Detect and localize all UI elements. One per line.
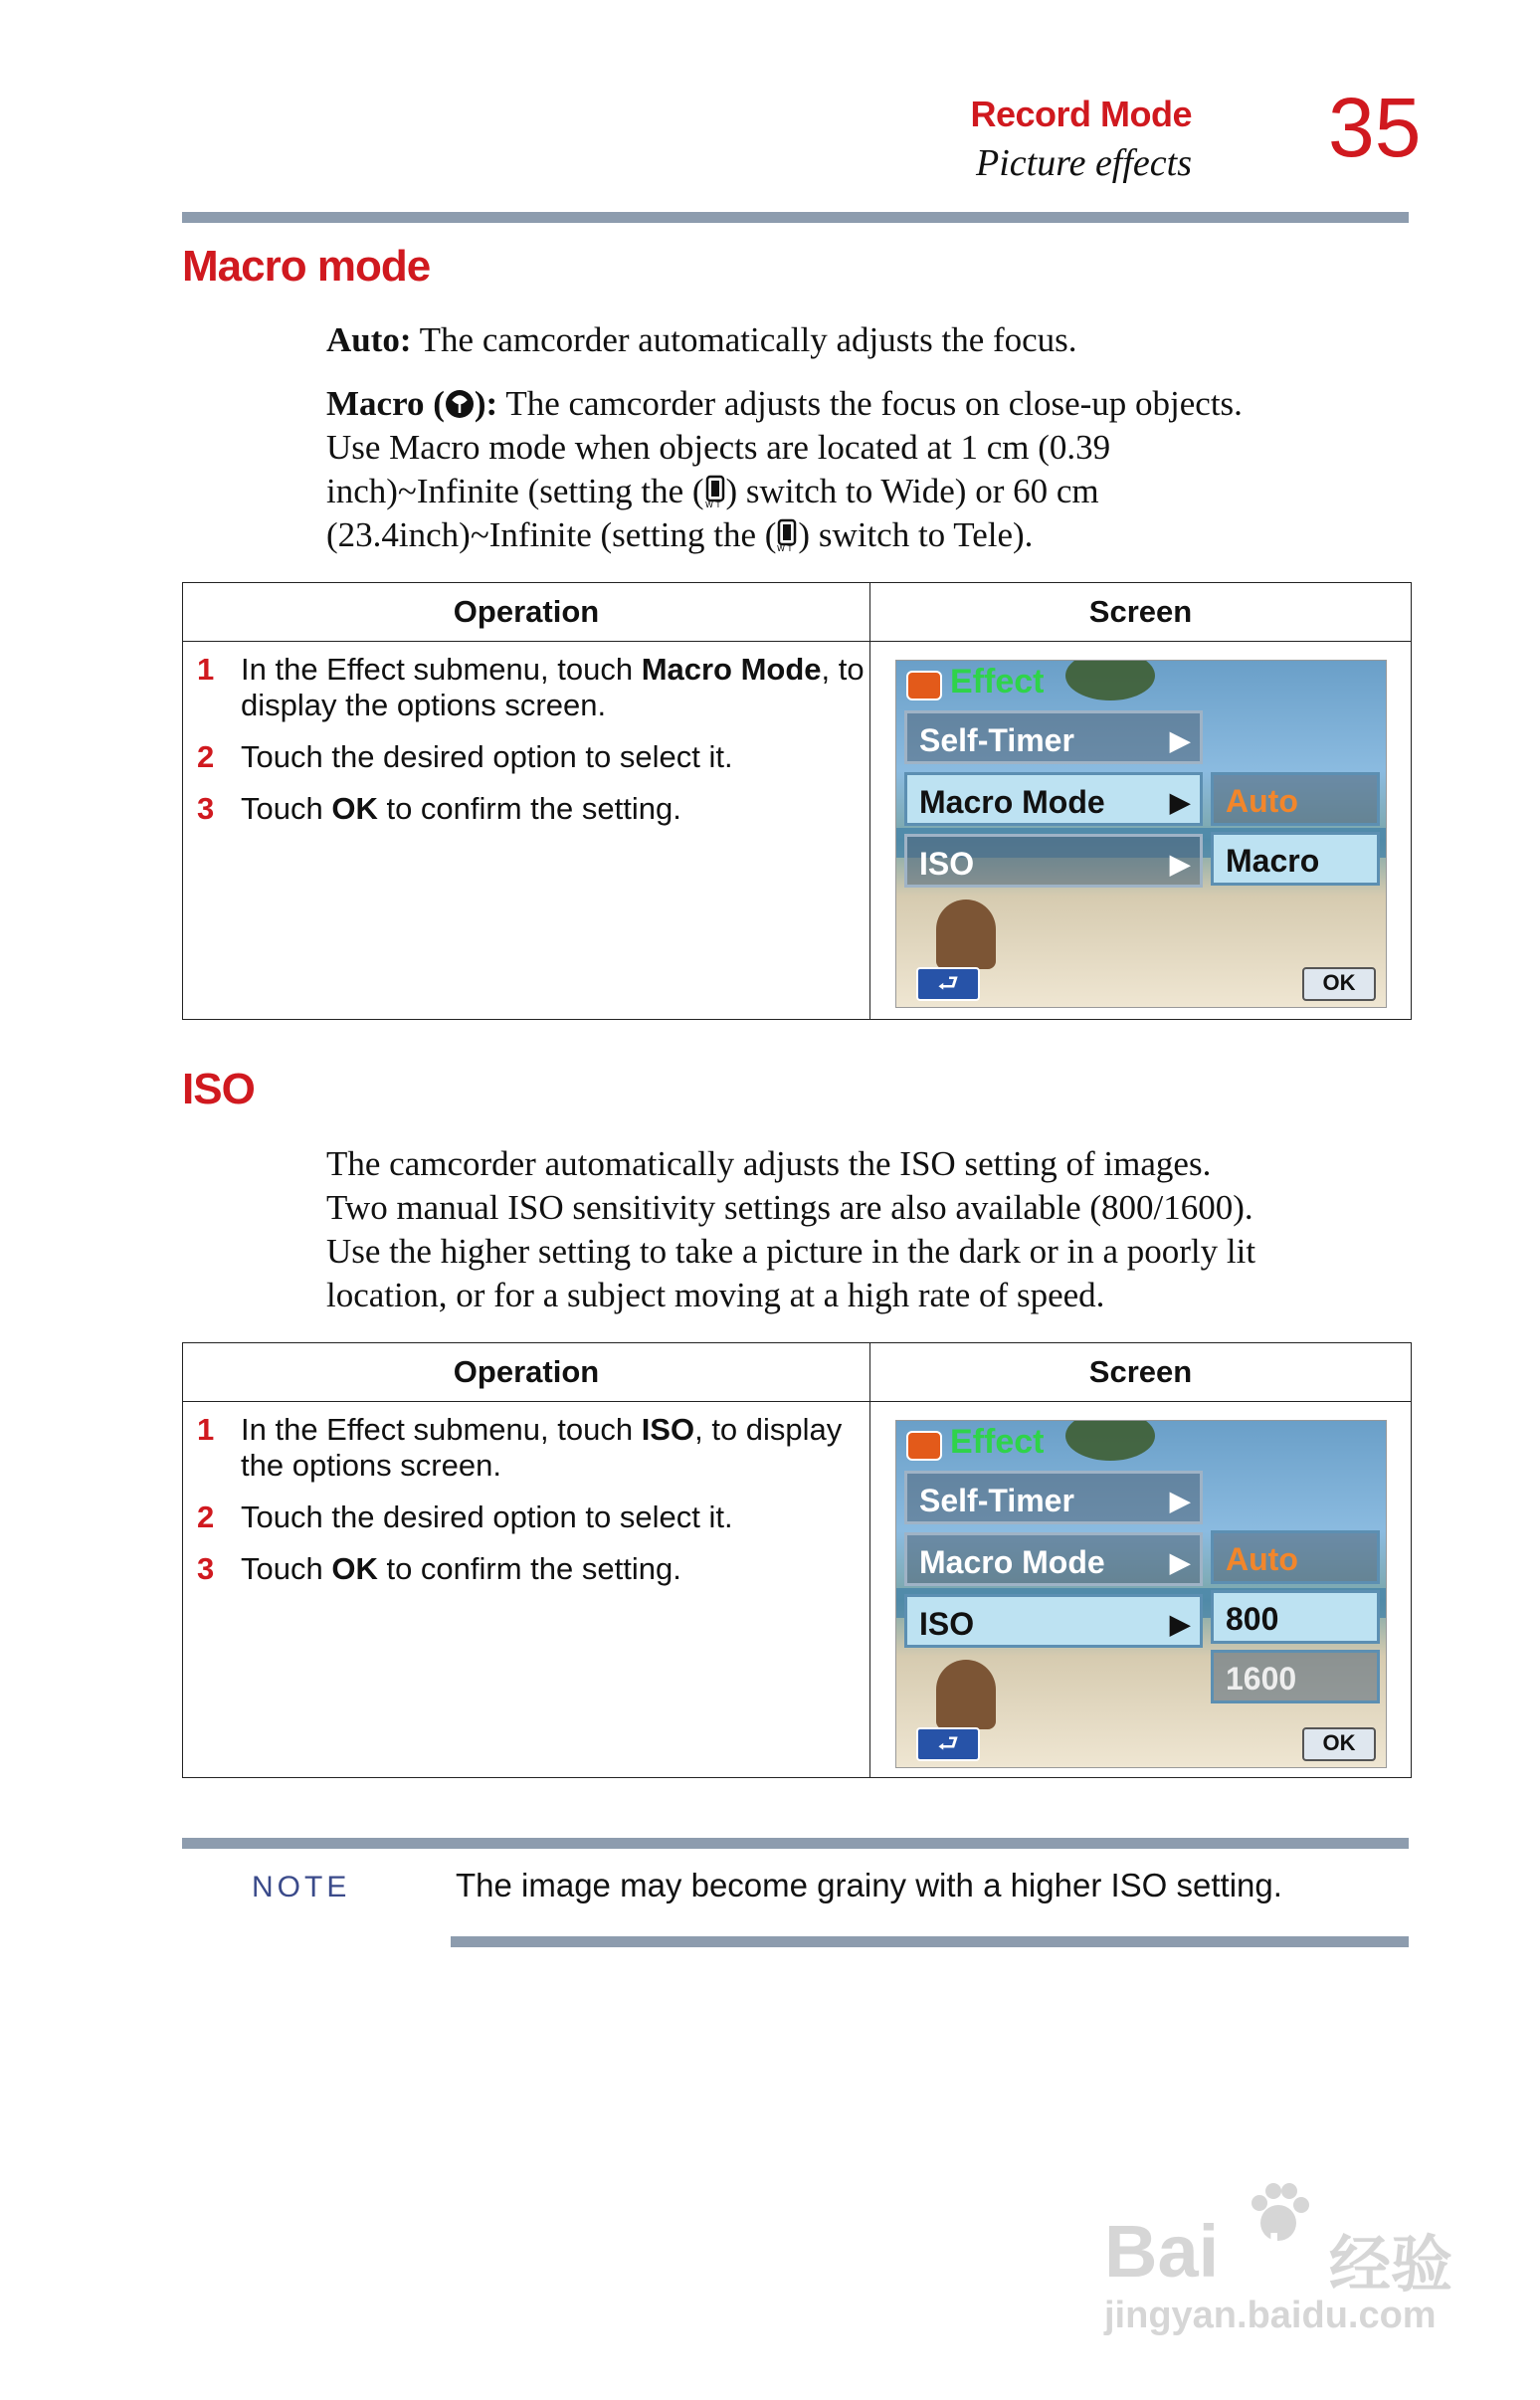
option-auto[interactable]: Auto [1211, 772, 1380, 826]
back-button[interactable]: ⮐ [916, 1727, 980, 1761]
macro-flower-icon [445, 386, 475, 416]
step-text: Touch the desired option to select it. [241, 739, 733, 774]
tree-stump [936, 1660, 996, 1729]
step-bold: Macro Mode [641, 652, 822, 687]
iso-steps [183, 1402, 869, 1587]
step-text: Touch the desired option to select it. [241, 1500, 733, 1534]
macro-auto-paragraph [326, 318, 1421, 362]
menu-item-self-timer[interactable] [904, 1471, 1203, 1524]
step-item [183, 1412, 869, 1484]
step-text: , to display the options screen. [241, 1412, 843, 1483]
menu-label: ISO [919, 1606, 975, 1642]
macro-text-4b: ) switch to Tele). [798, 515, 1034, 554]
right-arrow-icon: ▶ [1170, 1547, 1190, 1577]
menu-label: Macro Mode [919, 1544, 1105, 1580]
step-number: 3 [197, 1551, 215, 1586]
tree-stump [936, 900, 996, 969]
note-top-rule [182, 1838, 1409, 1849]
iso-screen-image [895, 1420, 1387, 1768]
macro-text-3b: ) switch to Wide) or 60 cm [725, 472, 1099, 510]
step-number: 2 [197, 1500, 215, 1534]
macro-line-2: Use Macro mode when objects are located at 1 cm (0.39 [326, 428, 1111, 467]
menu-label: Self-Timer [919, 722, 1074, 758]
col-header-screen: Screen [870, 583, 1412, 642]
step-bold: OK [331, 791, 378, 826]
screen-header-effect: Effect [950, 663, 1045, 700]
step-text: , to display the options screen. [241, 652, 865, 722]
step-number: 2 [197, 739, 215, 774]
steps-cell [183, 642, 870, 1020]
iso-paragraph [326, 1142, 1441, 1317]
macro-line-1 [326, 382, 1441, 426]
step-text: In the Effect submenu, touch [241, 652, 642, 687]
macro-steps [183, 642, 869, 827]
col-header-operation: Operation [183, 583, 870, 642]
option-800[interactable]: 800 [1211, 1590, 1380, 1644]
iso-line-1: The camcorder automatically adjusts the ISO setting of images. [326, 1144, 1212, 1183]
camera-effect-icon [906, 1431, 942, 1461]
right-arrow-icon: ▶ [1170, 849, 1190, 879]
step-number: 3 [197, 791, 215, 826]
menu-item-iso[interactable] [904, 1594, 1203, 1648]
menu-item-macro-mode[interactable] [904, 1532, 1203, 1586]
svg-text:W T: W T [704, 500, 720, 508]
menu-label: ISO [919, 846, 975, 882]
note-text: The image may become grainy with a higher ISO setting. [456, 1867, 1282, 1903]
svg-text:W T: W T [777, 544, 793, 552]
section-title-iso: ISO [182, 1065, 255, 1113]
menu-item-self-timer[interactable] [904, 710, 1203, 764]
macro-term: Macro ( [326, 384, 445, 423]
screen-header-effect: Effect [950, 1423, 1045, 1461]
watermark-cn: 经验 [1329, 2228, 1453, 2300]
option-auto[interactable]: Auto [1211, 1530, 1380, 1584]
zoom-switch-icon [704, 475, 726, 508]
camera-effect-icon [906, 671, 942, 700]
step-item [183, 739, 869, 775]
menu-label: Self-Timer [919, 1483, 1074, 1518]
back-button[interactable]: ⮐ [916, 967, 980, 1001]
watermark-brand-2: du [1251, 2226, 1310, 2279]
watermark-url: jingyan.baidu.com [1104, 2295, 1437, 2336]
macro-text-4a: (23.4inch)~Infinite (setting the ( [326, 515, 777, 554]
step-number: 1 [197, 1412, 215, 1447]
macro-line-4 [326, 513, 1441, 557]
right-arrow-icon: ▶ [1170, 1486, 1190, 1515]
option-1600[interactable]: 1600 [1211, 1650, 1380, 1703]
right-arrow-icon: ▶ [1170, 787, 1190, 817]
macro-text-3a: inch)~Infinite (setting the ( [326, 472, 704, 510]
step-text: Touch [241, 791, 332, 826]
option-macro[interactable]: Macro [1211, 832, 1380, 886]
iso-line-2: Two manual ISO sensitivity settings are also available (800/1600). [326, 1188, 1253, 1227]
watermark-brand: Bai [1104, 2210, 1220, 2293]
step-item [183, 1551, 869, 1587]
auto-text: The camcorder automatically adjusts the focus. [411, 320, 1077, 359]
step-text: In the Effect submenu, touch [241, 1412, 642, 1447]
auto-term: Auto: [326, 320, 412, 359]
step-text: Touch [241, 1551, 332, 1586]
macro-paragraph [326, 382, 1441, 557]
macro-screen-image [895, 660, 1387, 1008]
right-arrow-icon: ▶ [1170, 725, 1190, 755]
macro-line-3 [326, 470, 1441, 513]
note-label: NOTE [252, 1871, 351, 1903]
menu-item-iso[interactable] [904, 834, 1203, 888]
iso-line-4: location, or for a subject moving at a high rate of speed. [326, 1276, 1105, 1314]
running-header-subsection: Picture effects [976, 142, 1192, 184]
ok-button[interactable]: OK [1302, 967, 1376, 1001]
step-item [183, 791, 869, 827]
step-text: to confirm the setting. [377, 791, 681, 826]
macro-text-1: The camcorder adjusts the focus on close-up objects. [497, 384, 1243, 423]
menu-item-macro-mode[interactable] [904, 772, 1203, 826]
note-bottom-rule [451, 1936, 1409, 1947]
step-text: to confirm the setting. [377, 1551, 681, 1586]
running-header-section: Record Mode [970, 94, 1192, 134]
baidu-watermark [1104, 2179, 1482, 2348]
iso-line-3: Use the higher setting to take a picture in the dark or in a poorly lit [326, 1232, 1256, 1271]
header-rule [182, 212, 1409, 223]
palm-tree [1065, 660, 1155, 700]
page-number: 35 [1328, 81, 1422, 174]
steps-cell [183, 1402, 870, 1778]
ok-button[interactable]: OK [1302, 1727, 1376, 1761]
right-arrow-icon: ▶ [1170, 1609, 1190, 1639]
step-item [183, 652, 869, 723]
col-header-operation: Operation [183, 1343, 870, 1402]
step-number: 1 [197, 652, 215, 687]
palm-tree [1065, 1420, 1155, 1461]
zoom-switch-icon [776, 518, 798, 552]
macro-term-end: ): [474, 384, 498, 423]
step-bold: OK [331, 1551, 378, 1586]
col-header-screen: Screen [870, 1343, 1412, 1402]
step-item [183, 1500, 869, 1535]
step-bold: ISO [641, 1412, 695, 1447]
section-title-macro: Macro mode [182, 242, 431, 291]
menu-label: Macro Mode [919, 784, 1105, 820]
